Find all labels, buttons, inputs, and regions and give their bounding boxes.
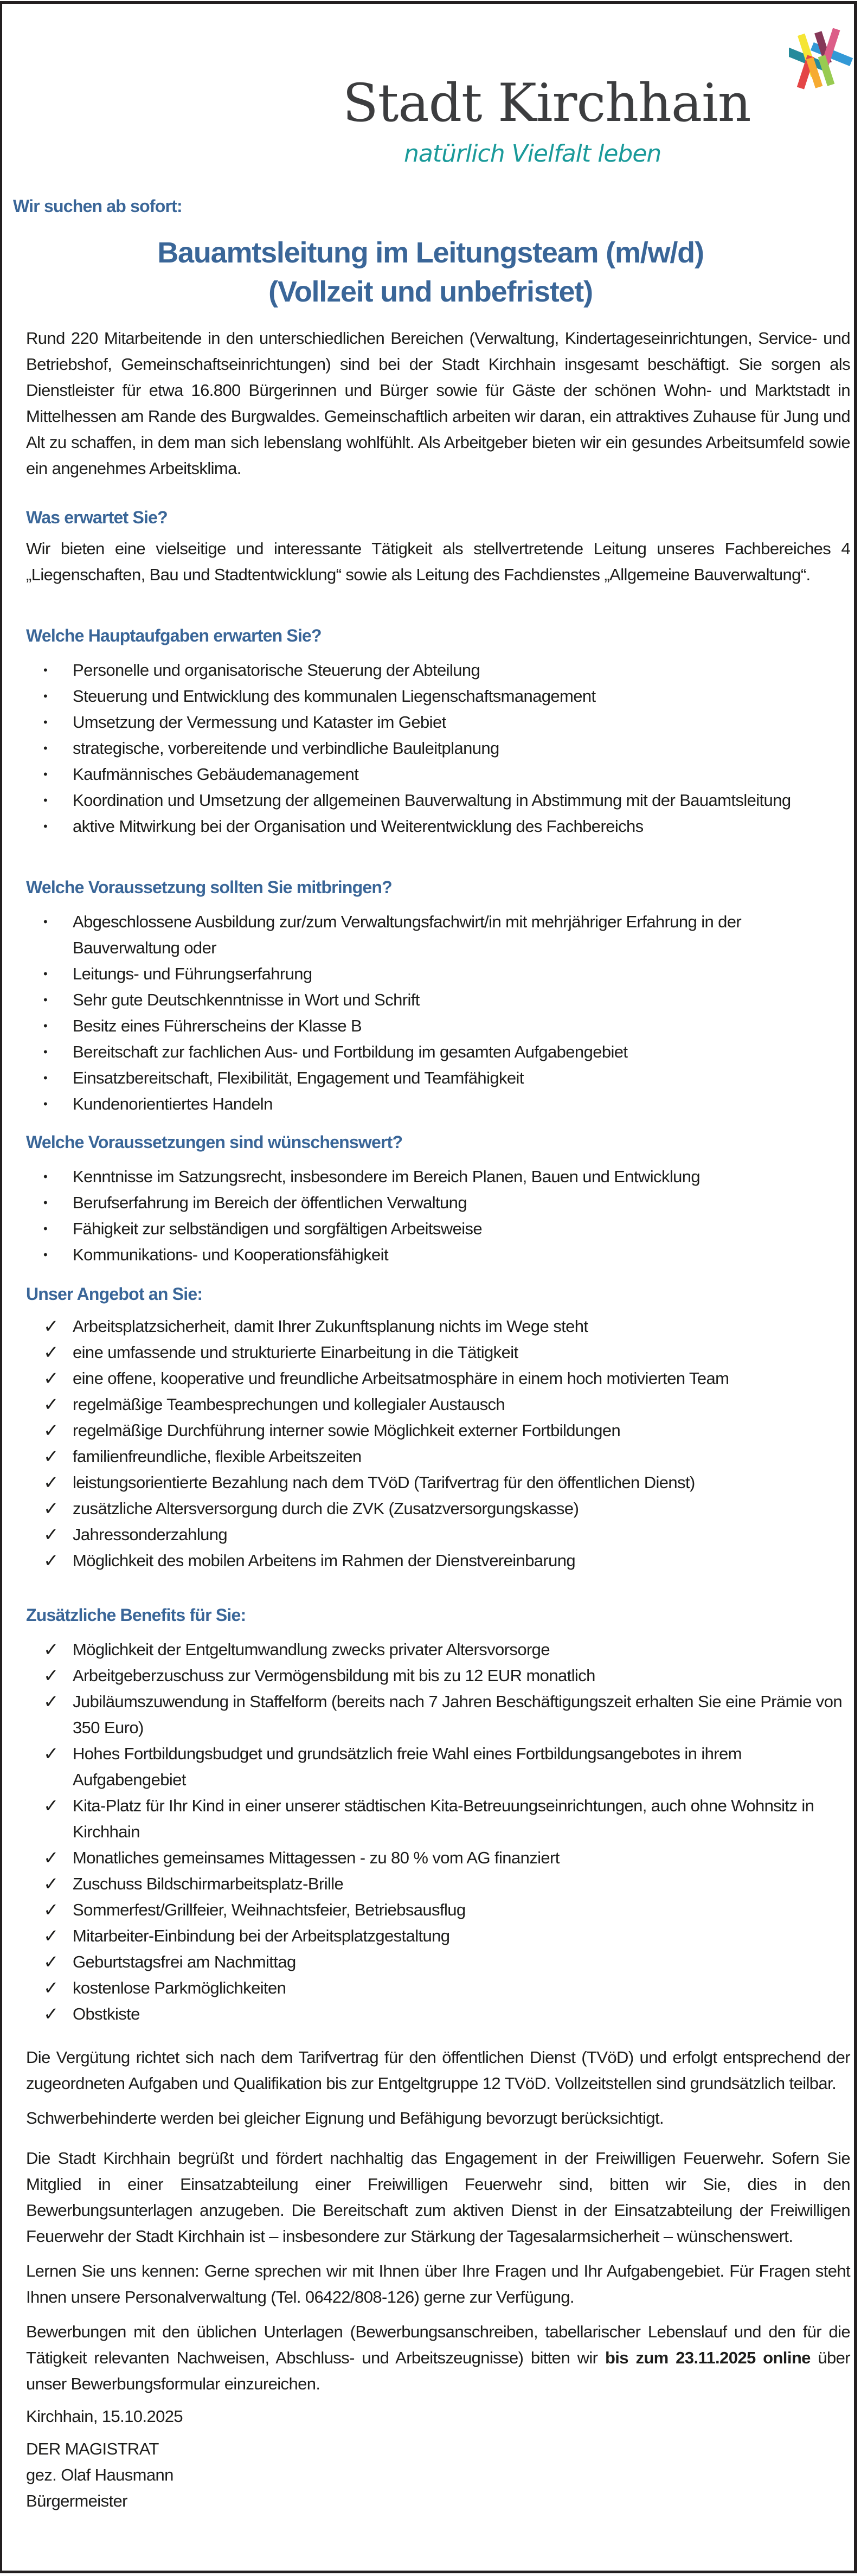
list-item [26,1091,850,1117]
list-item-text: Sehr gute Deutschkenntnisse in Wort und Schrift [73,990,420,1009]
list-item-text: strategische, vorbereitende und verbindliche Bauleitplanung [73,739,499,758]
list-item [26,735,850,761]
list-item [26,1164,850,1190]
checkmark-icon: ✓ [43,1926,59,1946]
list-item-text: Steuerung und Entwicklung des kommunalen Liegenschaftsmanagement [73,687,596,706]
checkmark-icon: ✓ [43,1524,59,1545]
list-item-text: Jahressonderzahlung [73,1525,228,1544]
apply-paragraph [26,2319,850,2397]
list-item [26,1013,850,1039]
checkmark-icon: ✓ [43,1639,59,1660]
requirements-section [26,874,850,1117]
bullet-icon: • [43,1019,48,1033]
list-item-text: Kundenorientiertes Handeln [73,1094,273,1113]
list-item [26,1242,850,1268]
list-item [26,1392,850,1418]
bullet-icon: • [43,915,48,928]
list-item [26,1418,850,1444]
salary-paragraph: Die Vergütung richtet sich nach dem Tarifvertrag für den öffentlichen Dienst (TVöD) und erfolgt entsprechend der zugeordneten Aufgaben und Qualifikation bis zur Entgeltgruppe 12 TVöD. Vollzeitstellen sind grundsätzlich teilbar. [26,2048,850,2093]
checkmark-icon: ✓ [43,1342,59,1363]
list-item-text: Möglichkeit des mobilen Arbeitens im Rahmen der Dienstvereinbarung [73,1551,576,1570]
bullet-icon: • [43,1196,48,1209]
bullet-icon: • [43,741,48,755]
checkmark-icon: ✓ [43,1744,59,1764]
checkmark-icon: ✓ [43,1472,59,1493]
bullet-icon: • [43,967,48,981]
bullet-icon: • [43,819,48,833]
list-item-text: Besitz eines Führerscheins der Klasse B [73,1016,362,1035]
list-item-text: Fähigkeit zur selbständigen und sorgfältigen Arbeitsweise [73,1219,483,1238]
list-item-text: Berufserfahrung im Bereich der öffentlichen Verwaltung [73,1193,467,1212]
checkmark-icon: ✓ [43,1874,59,1894]
bullet-icon: • [43,793,48,807]
bullet-icon: • [43,1097,48,1111]
bullet-icon: • [43,1170,48,1183]
checkmark-icon: ✓ [43,1848,59,1868]
list-item-text: Kaufmännisches Gebäudemanagement [73,765,359,784]
list-item-text: regelmäßige Durchführung interner sowie Möglichkeit externer Fortbildungen [73,1421,621,1440]
list-item [26,1039,850,1065]
list-item [26,1923,850,1949]
list-item-text: regelmäßige Teambesprechungen und kollegialer Austausch [73,1395,505,1414]
list-item [26,1366,850,1392]
logo [0,0,861,184]
list-item [26,1522,850,1548]
list-item-text: Hohes Fortbildungsbudget und grundsätzlich freie Wahl eines Fortbildungsangebotes in ihrem Aufgabengebiet [73,1744,742,1789]
intro-section [26,325,850,482]
bullet-icon: • [43,1222,48,1235]
list-item [26,1444,850,1470]
list-item-text: Monatliches gemeinsames Mittagessen - zu 80 % vom AG finanziert [73,1848,560,1867]
list-item [26,1637,850,1663]
list-item [26,1741,850,1793]
expect-section [26,504,850,588]
list-item [26,2001,850,2027]
list-item [26,1663,850,1689]
list-item [26,1845,850,1871]
job-subtitle: (Vollzeit und unbefristet) [268,275,593,308]
list-item-text: Obstkiste [73,2004,140,2023]
bullet-icon: • [43,767,48,781]
list-item [26,787,850,813]
list-item [26,1949,850,1975]
checkmark-icon: ✓ [43,2004,59,2024]
benefits-heading: Zusätzliche Benefits für Sie: [26,1605,246,1625]
apply-deadline: bis zum 23.11.2025 online [605,2348,811,2367]
checkmark-icon: ✓ [43,1900,59,1920]
list-item [26,813,850,840]
offer-section [26,1281,850,1574]
checkmark-icon: ✓ [43,1796,59,1816]
logo-tagline: natürlich Vielfalt leben [404,140,661,168]
list-item [26,1065,850,1091]
list-item [26,1871,850,1897]
list-item-text: Leitungs- und Führungserfahrung [73,964,312,983]
list-item-text: eine offene, kooperative und freundliche Arbeitsatmosphäre in einem hoch motivierten Team [73,1369,729,1388]
list-item [26,709,850,735]
bullet-icon: • [43,1071,48,1085]
list-item [26,1313,850,1340]
apply-text-end: über unser Bewerbungsformular einzureichen. [26,2348,850,2393]
requirements-list [26,909,850,1117]
signature-line: gez. Olaf Hausmann [26,2465,174,2484]
list-item [26,1975,850,2001]
checkmark-icon: ✓ [43,1394,59,1415]
list-item-text: Abgeschlossene Ausbildung zur/zum Verwaltungsfachwirt/in mit mehrjähriger Erfahrung in der Bauverwaltung oder [73,912,742,957]
checkmark-icon: ✓ [43,1498,59,1519]
expect-heading: Was erwartet Sie? [26,508,168,527]
signature-block [26,2436,850,2514]
apply-text: Bewerbungen mit den üblichen Unterlagen (Bewerbungsanschreiben, tabellarischer Lebenslauf und den für die Tätigkeit relevanten Nachweisen, Abschluss- und Arbeitszeugnisse) bitten wir [26,2322,850,2367]
list-item-text: familienfreundliche, flexible Arbeitszeiten [73,1447,362,1466]
job-title: Bauamtsleitung im Leitungsteam (m/w/d) [157,236,704,269]
list-item-text: Arbeitgeberzuschuss zur Vermögensbildung mit bis zu 12 EUR monatlich [73,1666,595,1685]
bullet-icon: • [43,1045,48,1059]
checkmark-icon: ✓ [43,1665,59,1686]
list-item [26,987,850,1013]
logo-name: Stadt Kirchhain [343,73,751,133]
requirements-heading: Welche Voraussetzung sollten Sie mitbringen? [26,877,392,897]
list-item-text: Kommunikations- und Kooperationsfähigkeit [73,1245,388,1264]
checkmark-icon: ✓ [43,1691,59,1712]
list-item [26,1548,850,1574]
list-item-text: leistungsorientierte Bezahlung nach dem TVöD (Tarifvertrag für den öffentlichen Dienst) [73,1473,695,1492]
signature-line: DER MAGISTRAT [26,2439,159,2458]
list-item-text: Möglichkeit der Entgeltumwandlung zwecks privater Altersvorsorge [73,1640,550,1659]
bullet-icon: • [43,993,48,1007]
list-item [26,657,850,683]
benefits-list [26,1637,850,2027]
list-item [26,1897,850,1923]
bullet-icon: • [43,715,48,729]
desirable-heading: Welche Voraussetzungen sind wünschenswert? [26,1132,403,1152]
list-item-text: Einsatzbereitschaft, Flexibilität, Engagement und Teamfähigkeit [73,1068,524,1087]
fire-brigade-paragraph: Die Stadt Kirchhain begrüßt und fördert nachhaltig das Engagement in der Freiwilligen Feuerwehr. Sofern Sie Mitglied in einer Einsatzabteilung einer Freiwilligen Feuerwehr sind, bitten wir Sie, dies in den Bewerbungsunterlagen anzugeben. Die Bereitschaft zum aktiven Dienst in der Einsatzabteilung der Freiwilligen Feuerwehr der Stadt Kirchhain ist – insbesondere zur Stärkung der Tagesalarmsicherheit – wünschenswert. [26,2149,850,2246]
tasks-heading: Welche Hauptaufgaben erwarten Sie? [26,626,322,645]
tasks-section [26,623,850,840]
list-item-text: zusätzliche Altersversorgung durch die ZVK (Zusatzversorgungskasse) [73,1499,579,1518]
checkmark-icon: ✓ [43,1550,59,1571]
bullet-icon: • [43,1248,48,1261]
list-item-text: Mitarbeiter-Einbindung bei der Arbeitsplatzgestaltung [73,1926,450,1945]
checkmark-icon: ✓ [43,1316,59,1337]
list-item-text: Umsetzung der Vermessung und Kataster im Gebiet [73,713,446,732]
bullet-icon: • [43,663,48,677]
list-item-text: Personelle und organisatorische Steuerung der Abteilung [73,661,480,680]
list-item [26,1793,850,1845]
checkmark-icon: ✓ [43,1952,59,1972]
intro-paragraph: Rund 220 Mitarbeitende in den unterschiedlichen Bereichen (Verwaltung, Kindertageseinrichtungen, Service- und Betriebshof, Gemeinschaftseinrichtungen) sind bei der Stadt Kirchhain insgesamt beschäftigt. Sie sorgen als Dienstleister für etwa 16.800 Bürgerinnen und Bürger sowie für Gäste der schönen Wohn- und Marktstadt in Mittelhessen am Rande des Burgwaldes. Gemeinschaftlich arbeiten wir daran, ein attraktives Zuhause für Jung und Alt zu schaffen, in dem man sich lebenslang wohlfühlt. Als Arbeitgeber bieten wir ein gesundes Arbeitsumfeld sowie ein angenehmes Arbeitsklima. [26,329,850,478]
contact-paragraph: Lernen Sie uns kennen: Gerne sprechen wir mit Ihnen über Ihre Fragen und Ihr Aufgabengebiet. Für Fragen steht Ihnen unsere Personalverwaltung (Tel. 06422/808-126) gerne zur Verfügung. [26,2261,850,2306]
list-item [26,1689,850,1741]
list-item-text: eine umfassende und strukturierte Einarbeitung in die Tätigkeit [73,1343,518,1362]
list-item [26,1496,850,1522]
list-item-text: Zuschuss Bildschirmarbeitsplatz-Brille [73,1874,344,1893]
offer-list [26,1313,850,1574]
desirable-section [26,1129,850,1268]
list-item [26,1470,850,1496]
checkmark-icon: ✓ [43,1420,59,1441]
list-item-text: Koordination und Umsetzung der allgemeinen Bauverwaltung in Abstimmung mit der Bauamtsleitung [73,791,791,810]
list-item-text: Jubiläumszuwendung in Staffelform (bereits nach 7 Jahren Beschäftigungszeit erhalten Sie eine Prämie von 350 Euro) [73,1692,842,1737]
closing-section [26,2045,850,2514]
list-item [26,909,850,961]
checkmark-icon: ✓ [43,1446,59,1467]
checkmark-icon: ✓ [43,1978,59,1998]
list-item-text: Sommerfest/Grillfeier, Weihnachtsfeier, Betriebsausflug [73,1900,466,1919]
list-item [26,683,850,709]
list-item [26,1190,850,1216]
list-item [26,761,850,787]
list-item-text: Kenntnisse im Satzungsrecht, insbesondere im Bereich Planen, Bauen und Entwicklung [73,1167,701,1186]
checkmark-icon: ✓ [43,1368,59,1389]
tasks-list [26,657,850,840]
list-item [26,961,850,987]
disability-paragraph: Schwerbehinderte werden bei gleicher Eignung und Befähigung bevorzugt berücksichtigt. [26,2109,664,2128]
benefits-section [26,1602,850,2027]
list-item-text: Arbeitsplatzsicherheit, damit Ihrer Zukunftsplanung nichts im Wege steht [73,1317,588,1336]
list-item-text: Geburtstagsfrei am Nachmittag [73,1952,296,1971]
bullet-icon: • [43,689,48,703]
list-item [26,1340,850,1366]
list-item-text: Kita-Platz für Ihr Kind in einer unserer städtischen Kita-Betreuungseinrichtungen, auch ohne Wohnsitz in Kirchhain [73,1796,814,1841]
list-item-text: aktive Mitwirkung bei der Organisation und Weiterentwicklung des Fachbereichs [73,817,644,836]
place-date: Kirchhain, 15.10.2025 [26,2407,183,2426]
list-item-text: Bereitschaft zur fachlichen Aus- und Fortbildung im gesamten Aufgabengebiet [73,1042,628,1061]
offer-heading: Unser Angebot an Sie: [26,1284,203,1304]
logo-mark-icon [789,28,854,93]
list-item [26,1216,850,1242]
intro-label: Wir suchen ab sofort: [13,196,182,216]
signature-line: Bürgermeister [26,2491,127,2510]
desirable-list [26,1164,850,1268]
expect-paragraph: Wir bieten eine vielseitige und interessante Tätigkeit als stellvertretende Leitung unseres Fachbereiches 4 „Liegenschaften, Bau und Stadtentwicklung“ sowie als Leitung des Fachdienstes „Allgemeine Bauverwaltung“. [26,539,850,584]
list-item-text: kostenlose Parkmöglichkeiten [73,1978,286,1997]
